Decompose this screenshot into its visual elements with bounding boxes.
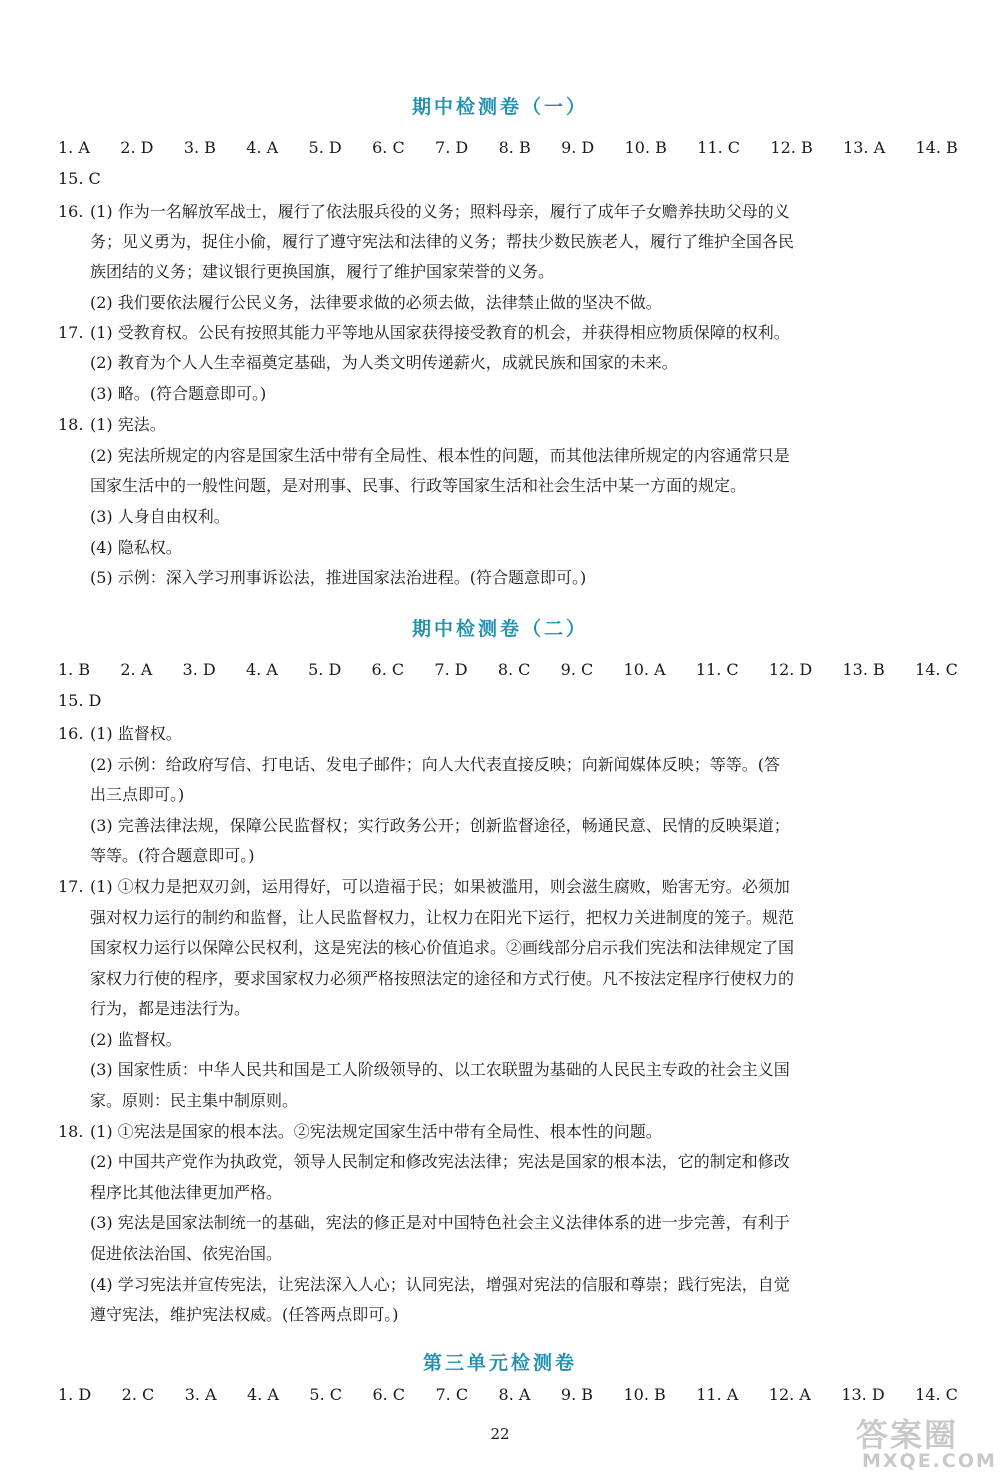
answer-text: 强对权力运行的制约和监督，让人民监督权力，让权力在阳光下运行，把权力关进制度的笼子。规范 (90, 908, 795, 927)
mc-answers-row (58, 660, 958, 684)
answer-text: (2) 中国共产党作为执政党，领导人民制定和修改宪法法律；宪法是国家的根本法，它的制定和修改 (90, 1152, 790, 1171)
answer-text: (1) 作为一名解放军战士，履行了依法服兵役的义务；照料母亲，履行了成年子女赡养扶助父母的义 (90, 202, 790, 221)
watermark-text: 答案圈 (856, 1416, 959, 1454)
answer-text: (1) ①权力是把双刃剑，运用得好，可以造福于民；如果被滥用，则会滋生腐败，贻害无穷。必须加 (90, 877, 790, 896)
mc-answer: 4. A (247, 1385, 279, 1404)
mc-answer: 7. D (434, 660, 468, 679)
answer-text: (3) 完善法律法规，保障公民监督权；实行政务公开；创新监督途径，畅通民意、民情的反映渠道； (90, 816, 790, 835)
answer-line (58, 722, 182, 746)
question-number: 16. (58, 724, 84, 743)
mc-answer: 4. A (245, 660, 278, 679)
answer-text: 家。原则：民主集中制原则。 (90, 1091, 299, 1110)
answer-text: (1) 宪法。 (90, 415, 166, 434)
answer-line (58, 321, 790, 345)
mc-answer: 5. C (309, 1385, 342, 1404)
mc-answer: 10. A (623, 660, 666, 679)
mc-answer: 3. D (182, 660, 216, 679)
answer-text: (1) ①宪法是国家的根本法。②宪法规定国家生活中带有全局性、根本性的问题。 (90, 1122, 662, 1141)
mc-answer: 3. A (184, 1385, 217, 1404)
answer-text: (4) 学习宪法并宣传宪法，让宪法深入人心；认同宪法，增强对宪法的信服和尊崇；践行宪法，自觉 (90, 1275, 790, 1294)
mc-answer: 6. C (371, 660, 405, 679)
mc-answer: 2. A (120, 660, 153, 679)
answer-text: (1) 监督权。 (90, 724, 182, 743)
mc-answer: 13. A (843, 138, 886, 157)
section-title-midterm-2: 期中检测卷（二） (411, 618, 588, 640)
mc-answer: 14. B (915, 138, 958, 157)
answer-text: (4) 隐私权。 (90, 538, 182, 557)
answer-text: (2) 教育为个人人生幸福奠定基础，为人类文明传递薪火，成就民族和国家的未来。 (90, 353, 678, 372)
mc-answer: 11. A (696, 1385, 739, 1404)
answer-text: (3) 宪法是国家法制统一的基础，宪法的修正是对中国特色社会主义法律体系的进一步完善，有利于 (90, 1213, 790, 1232)
mc-answer: 9. D (561, 138, 595, 157)
question-number: 17. (58, 877, 84, 896)
mc-answer: 5. D (308, 138, 342, 157)
answer-text: 等等。(符合题意即可。) (90, 846, 255, 865)
mc-answer: 7. C (435, 1385, 469, 1404)
question-number: 18. (58, 415, 84, 434)
mc-answer: 13. B (842, 660, 885, 679)
answer-text: 程序比其他法律更加严格。 (90, 1183, 283, 1202)
question-number: 17. (58, 323, 84, 342)
mc-answer: 12. A (768, 1385, 811, 1404)
answer-line (58, 200, 790, 224)
mc-answer: 13. D (841, 1385, 885, 1404)
mc-answer: 14. C (915, 660, 958, 679)
mc-answer: 1. B (58, 660, 91, 679)
answer-line (58, 413, 166, 437)
section-title-midterm-1: 期中检测卷（一） (411, 96, 588, 118)
mc-answer: 1. D (58, 1385, 92, 1404)
answer-text: (2) 我们要依法履行公民义务，法律要求做的必须去做，法律禁止做的坚决不做。 (90, 293, 662, 312)
mc-answer: 8. B (498, 138, 531, 157)
answer-text: (3) 人身自由权利。 (90, 507, 230, 526)
mc-answer: 1. A (58, 138, 90, 157)
mc-answer: 12. B (770, 138, 813, 157)
mc-answer: 2. C (121, 1385, 155, 1404)
mc-answer: 6. C (372, 138, 405, 157)
answer-text: (5) 示例：深入学习刑事诉讼法，推进国家法治进程。(符合题意即可。) (90, 568, 587, 587)
section-title-unit-3: 第三单元检测卷 (422, 1352, 577, 1374)
question-number: 18. (58, 1122, 84, 1141)
watermark-logo (848, 1410, 997, 1474)
answer-text: 国家权力运行以保障公民权利，这是宪法的核心价值追求。②画线部分启示我们宪法和法律规定了国 (90, 938, 795, 957)
mc-answer: 14. C (915, 1385, 958, 1404)
answer-text: 族团结的义务；建议银行更换国旗，履行了维护国家荣誉的义务。 (90, 262, 555, 281)
answer-text: 行为，都是违法行为。 (90, 999, 251, 1018)
answer-text: (2) 示例：给政府写信、打电话、发电子邮件；向人大代表直接反映；向新闻媒体反映；等等。(答 (90, 755, 780, 774)
mc-answer: 11. C (697, 138, 741, 157)
answer-text: 务；见义勇为，捉住小偷，履行了遵守宪法和法律的义务；帮扶少数民族老人，履行了维护全国各民 (90, 232, 795, 251)
page-number: 22 (490, 1425, 510, 1443)
answer-text: (3) 国家性质：中华人民共和国是工人阶级领导的、以工农联盟为基础的人民民主专政的社会主义国 (90, 1060, 790, 1079)
mc-answer: 10. B (623, 1385, 666, 1404)
mc-answers-row (58, 1385, 958, 1409)
mc-answer: 10. B (624, 138, 667, 157)
answer-text: (2) 宪法所规定的内容是国家生活中带有全局性、根本性的问题，而其他法律所规定的内容通常只是 (90, 446, 790, 465)
mc-answer: 15. C (58, 169, 101, 188)
answer-text: 家权力行使的程序，要求国家权力必须严格按照法定的途径和方式行使。凡不按法定程序行使权力的 (90, 969, 795, 988)
mc-answers-row (58, 138, 958, 162)
answer-text: 出三点即可。) (90, 785, 185, 804)
mc-answer: 3. B (183, 138, 216, 157)
answer-text: 国家生活中的一般性问题，是对刑事、民事、行政等国家生活和社会生活中某一方面的规定。 (90, 476, 747, 495)
mc-answer: 15. D (58, 691, 102, 710)
mc-answer: 9. C (560, 660, 594, 679)
answer-text: 促进依法治国、依宪治国。 (90, 1244, 283, 1263)
mc-answer: 11. C (695, 660, 739, 679)
answer-text: (1) 受教育权。公民有按照其能力平等地从国家获得接受教育的机会，并获得相应物质保障的权利。 (90, 323, 790, 342)
mc-answer: 9. B (560, 1385, 594, 1404)
question-number: 16. (58, 202, 84, 221)
mc-answer: 5. D (308, 660, 342, 679)
mc-answer: 7. D (435, 138, 469, 157)
mc-answer: 12. D (768, 660, 813, 679)
answer-line (58, 875, 790, 899)
answer-text: (3) 略。(符合题意即可。) (90, 384, 267, 403)
mc-answer: 2. D (120, 138, 154, 157)
mc-answer: 8. A (498, 1385, 531, 1404)
watermark-url: MXQE.COM (862, 1450, 997, 1472)
answer-line (58, 1120, 662, 1144)
mc-answer: 4. A (246, 138, 279, 157)
mc-answer: 8. C (497, 660, 531, 679)
answer-text: (2) 监督权。 (90, 1030, 182, 1049)
mc-answer: 6. C (372, 1385, 406, 1404)
answer-text: 遵守宪法，维护宪法权威。(任答两点即可。) (90, 1305, 399, 1324)
